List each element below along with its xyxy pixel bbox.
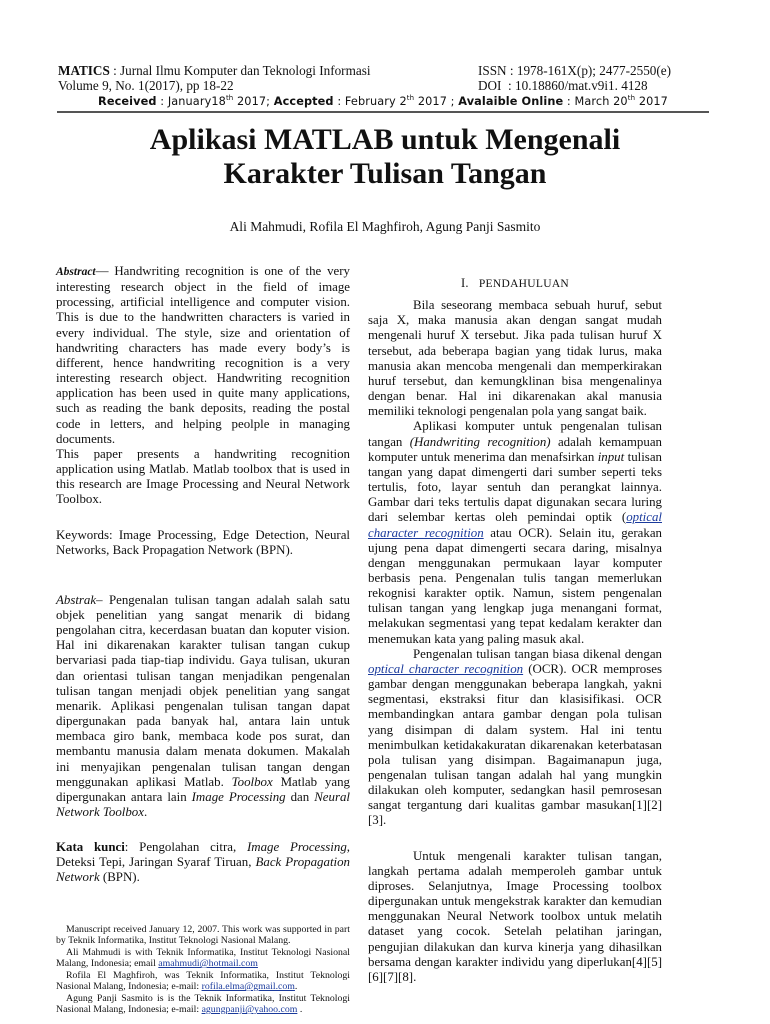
header-divider	[57, 111, 709, 113]
paper-title: Aplikasi MATLAB untuk Mengenali Karakter Tulisan Tangan	[149, 123, 621, 190]
right-column	[368, 276, 662, 985]
abstrak-indonesia: Abstrak– Pengenalan tulisan tangan adalah salah satu objek penelitian yang sangat menarik di bidang pengolahan citra, kecerdasan buatan dan koputer vision. Hal ini dikarenakan karakter tulisan tangan cukup bervariasi pada tiap-tiap individu. Gaya tulisan, ukuran dan orientasi tulisan tangan menjadikan pengenalan tulisan tangan menjadi objek penelitian yang sangat menarik. Aplikasi pengenalan tulisan tangan dapat dipergunakan pada banyak hal, antara lain untuk membaca giro bank, membaca kode pos surat, dan membantu manusia dalam menata dokumen. Makalah ini menyajikan pengenalan tulisan tangan dengan menggunakan aplikasi Matlab. Toolbox Matlab yang dipergunakan antara lain Image Processing dan Neural Network Toolbox.	[56, 592, 351, 819]
journal-header	[58, 63, 708, 109]
footnote: Manuscript received January 12, 2007. This work was supported in part by Teknik Informatika, Institut Teknologi Nasional Malang. Ali Mahmudi is with Teknik Informatika, Institut Teknologi Nasional Malang, Indonesia; email amahmudi@hotmail.com Rofila El Maghfiroh, was Teknik Informatika, Institut Teknologi Nasional Malang, Indonesia; e-mail: rofila.elma@gmail.com. Agung Panji Sasmito is is the Teknik Informatika, Institut Teknologi Nasional Malang, Indonesia; e-mail: agungpanji@yahoo.com .	[56, 923, 350, 1016]
ocr-link-2[interactable]: optical character recognition	[368, 661, 524, 676]
abstract-english: Abstract— Handwriting recognition is one of the very interesting research object in the field of image processing, artificial intelligence and computer vision. This is due to the handwritten characters is varied in every individual. The style, size and orientation of handwriting characters has made every body’s is different, hence handwriting recognition is a very interesting research object. Handwriting recognition application has been used in quite many applications, such as reading the bank deposits, reading the postal code in letters, and helping peolple in managing documents.	[56, 264, 350, 446]
section-heading: I. PENDAHULUAN	[460, 276, 570, 290]
abstract-english-p2: This paper presents a handwriting recognition application using Matlab. Matlab toolbox that is used in this research are Image Processing and Neural Network Toolbox.	[56, 446, 350, 507]
issn: ISSN : 1978-161X(p); 2477-2550(e)	[478, 63, 672, 78]
intro-paragraph-1: Bila seseorang membaca sebuah huruf, sebut saja X, maka manusia akan dengan sangat mudah mengenali huruf X tersebut. Jika pada tulisan huruf X tersebut, ada beberapa bagian yang tidak lurus, maka manusia akan mencoba mengenali dan memperkirakan huruf tersebut, dan kemungklinan bisa mengenalinya dengan benar. Hal ini dikarenakan akal manusia memiliki teknologi pengenalan pola yang sangat baik.	[368, 298, 662, 419]
ocr-link[interactable]: optical character recognition	[368, 510, 662, 540]
intro-paragraph-4: Untuk mengenali karakter tulisan tangan, langkah pertama adalah memperoleh gambar untuk diproses. Selanjutnya, Image Processing toolbox dipergunakan untuk mengekstrak karakter dan kemudian menggunakan Neural Network toolbox untuk melatih dataset yang cocok. Setelah pelatihan jaringan, pengujian dilakukan dan kurva kinerja yang dihasilkan bersama dengan karakter individu yang diperlukan[4][5][6][7][8].	[368, 848, 662, 984]
intro-paragraph-3: Pengenalan tulisan tangan biasa dikenal dengan optical character recognition (OCR). OCR memproses gambar dengan menggunakan beberapa langkah, yakni segmentasi, ekstraksi fitur dan klasisifikasi. OCR membandingkan antara gambar dengan pola tulisan yang disimpan di dalam system. Hal ini tentu menimbulkan ketidakakuratan dikarenakan keterbatasan pola tulisan yang disimpan. Bagaimanapun juga, pengenalan tulisan tangan adalah hal yang mungkin dilakukan oleh komputer, sedangkan hasil pemrosesan sangat tergantung dari kualitas gambar masukan[1][2][3].	[368, 646, 662, 828]
kata-kunci: Kata kunci: Pengolahan citra, Image Processing, Deteksi Tepi, Jaringan Syaraf Tiruan, Back Propagation Network (BPN).	[56, 840, 350, 885]
left-column	[56, 264, 350, 1016]
author-list: Ali Mahmudi, Rofila El Maghfiroh, Agung Panji Sasmito	[229, 219, 541, 234]
journal-title: MATICS : Jurnal Ilmu Komputer dan Teknologi Informasi	[58, 63, 371, 78]
doi: DOI : 10.18860/mat.v9i1. 4128	[478, 78, 648, 93]
email-link-rofila[interactable]: rofila.elma@gmail.com	[201, 981, 295, 993]
intro-paragraph-2: Aplikasi komputer untuk pengenalan tulisan tangan (Handwriting recognition) adalah kemampuan komputer untuk menerima dan menafsirkan input tulisan tangan yang dapat dimengerti dari sumber seperti teks tertulis, foto, layar sentuh dan perangkat lainnya. Gambar dari teks tertulis dapat digunakan secara luring dari selembar kertas oleh pemindai optik (optical character recognition atau OCR). Selain itu, gerakan ujung pena dapat dimengerti secara daring, misalnya dengan menggunakan permukaan layar komputer berbasis pena. Pengenalan tulis tangan memerlukan rekognisi karakter optik. Namun, sistem pengenalan tulisan tangan yang lengkap juga menangani format, melakukan segmentasi yang tepat kedalam kerakter dan menemukan kata yang paling masuk akal.	[368, 419, 662, 646]
email-link-mahmudi[interactable]: amahmudi@hotmail.com	[158, 958, 258, 970]
email-link-agung[interactable]: agungpanji@yahoo.com	[201, 1004, 298, 1016]
publication-dates: Received : January18th 2017; Accepted : February 2th 2017 ; Avalaible Online : March 20th 2017	[98, 94, 668, 108]
keywords: Keywords: Image Processing, Edge Detection, Neural Networks, Back Propagation Network (BPN).	[56, 527, 350, 557]
volume-info: Volume 9, No. 1(2017), pp 18-22	[58, 78, 234, 93]
